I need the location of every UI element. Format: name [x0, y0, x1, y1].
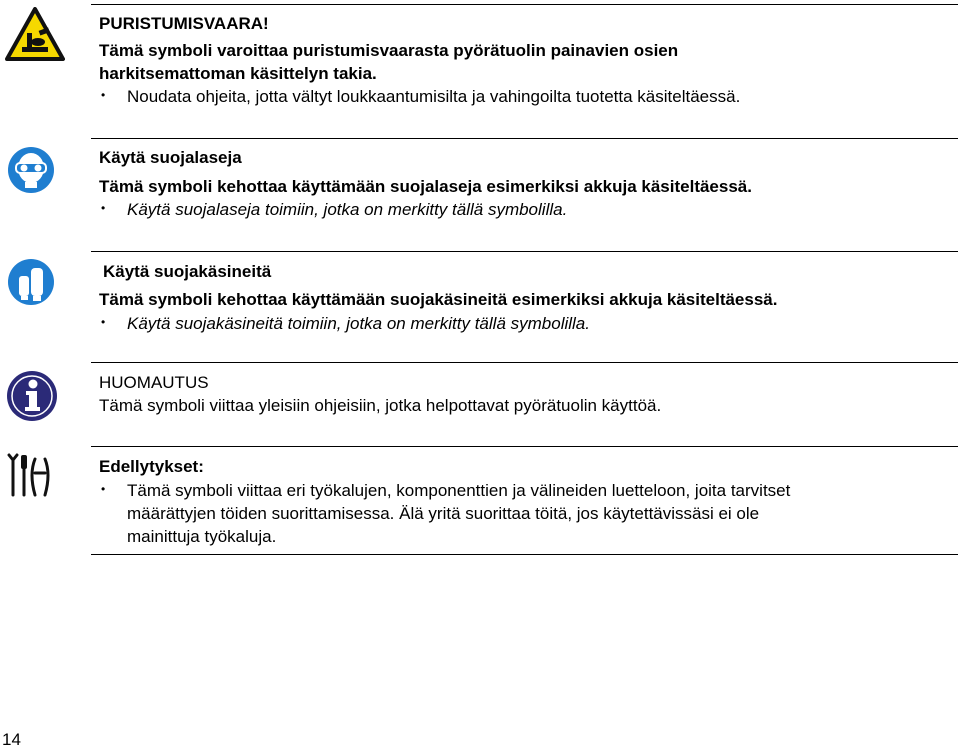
divider [91, 251, 958, 252]
body-line: Tämä symboli kehottaa käyttämään suojakäsineitä esimerkiksi akkuja käsiteltäessä. [99, 290, 778, 309]
bullet-text: määrättyjen töiden suorittamisessa. Älä yritä suorittaa töitä, jos käytettävissäsi ei ole [127, 504, 760, 523]
bullet-marker: • [101, 315, 106, 329]
body-line: Tämä symboli varoittaa puristumisvaarasta pyörätuolin painavien osien [99, 41, 679, 60]
body-line: Tämä symboli viittaa yleisiin ohjeisiin, jotka helpottavat pyörätuolin käyttöä. [99, 396, 662, 415]
bullet-text: Noudata ohjeita, jotta vältyt loukkaantumisilta ja vahingoilta tuotetta käsiteltäessä. [127, 87, 741, 106]
bullet-text: Tämä symboli viittaa eri työkalujen, komponenttien ja välineiden luetteloon, joita tarvitset [127, 481, 791, 500]
bullet-marker: • [101, 88, 106, 102]
divider [91, 554, 958, 555]
body-line: Tämä symboli kehottaa käyttämään suojalaseja esimerkiksi akkuja käsiteltäessä. [99, 177, 752, 196]
bullet-text: mainittuja työkaluja. [127, 527, 277, 546]
safety-goggles-icon [7, 146, 55, 194]
section-heading: Edellytykset: [99, 457, 204, 476]
bullet-text: Käytä suojakäsineitä toimiin, jotka on merkitty tällä symbolilla. [127, 314, 590, 333]
bullet-text: Käytä suojalaseja toimiin, jotka on merkitty tällä symbolilla. [127, 200, 568, 219]
divider [91, 446, 958, 447]
divider [91, 138, 958, 139]
information-icon [6, 370, 58, 422]
section-heading: HUOMAUTUS [99, 373, 209, 392]
bullet-marker: • [101, 482, 106, 496]
divider [91, 362, 958, 363]
divider [91, 4, 958, 5]
tools-icon [5, 451, 57, 499]
crush-hazard-warning-icon [5, 7, 65, 61]
protective-gloves-icon [7, 258, 55, 306]
section-heading: Käytä suojalaseja [99, 148, 242, 167]
section-heading: PURISTUMISVAARA! [99, 14, 269, 33]
page-number: 14 [2, 730, 21, 749]
bullet-marker: • [101, 201, 106, 215]
body-line: harkitsemattoman käsittelyn takia. [99, 64, 377, 83]
section-heading: Käytä suojakäsineitä [103, 262, 272, 281]
